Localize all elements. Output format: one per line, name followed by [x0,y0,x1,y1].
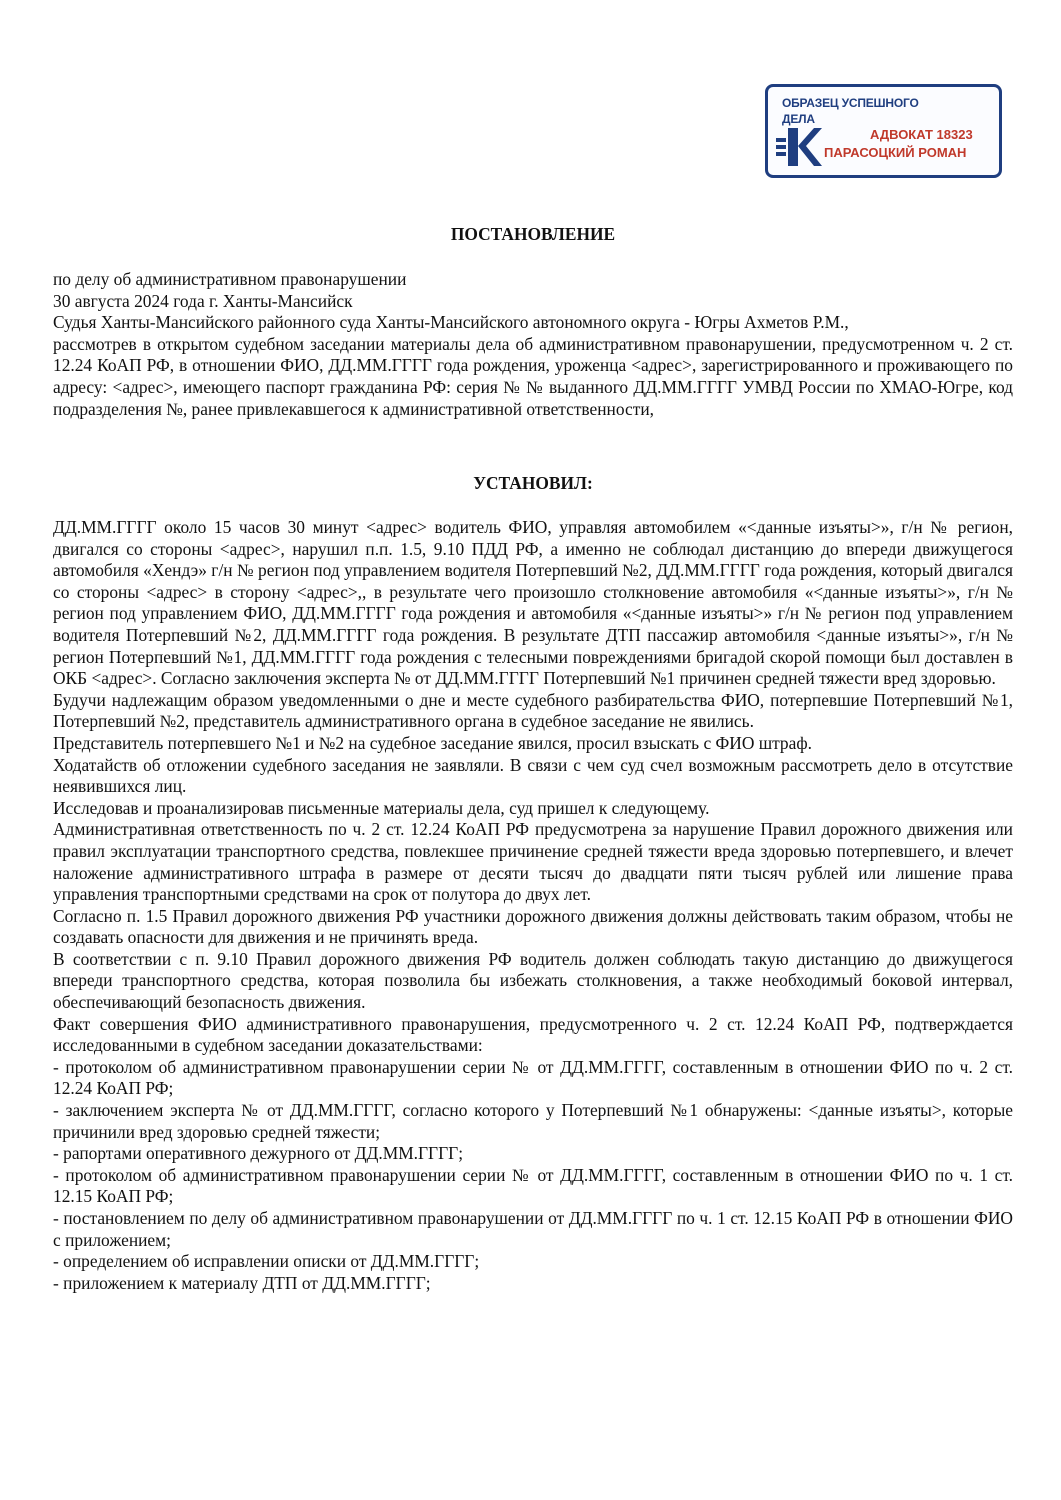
evidence-item: - протоколом об административном правонарушении серии № от ДД.ММ.ГГГГ, составленным в отношении ФИО по ч. 2 ст. 12.24 КоАП РФ; [53,1056,1013,1099]
intro-date-place: 30 августа 2024 года г. Ханты-Мансийск [53,290,353,311]
stamp-line-4: ПАРАСОЦКИЙ РОМАН [824,145,967,160]
evidence-item: - рапортами оперативного дежурного от ДД.ММ.ГГГГ; [53,1143,464,1164]
intro-case-line: по делу об административном правонарушении [53,269,407,289]
body-paragraph: Будучи надлежащим образом уведомленными о дне и месте судебного разбирательства ФИО, потерпевшие Потерпевший №1, Потерпевший №2, представитель административного органа в судебное заседание не явились. [53,689,1013,732]
law-firm-logo-icon [776,126,822,168]
body-paragraph: Согласно п. 1.5 Правил дорожного движения РФ участники дорожного движения должны действовать таким образом, чтобы не создавать опасности для движения и не причинять вреда. [53,905,1013,948]
body-paragraph: Представитель потерпевшего №1 и №2 на судебное заседание явился, просил взыскать с ФИО штраф. [53,732,812,753]
body-paragraph: В соответствии с п. 9.10 Правил дорожного движения РФ водитель должен соблюдать такую дистанцию до движущегося впереди транспортного средства, которая позволила бы избежать столкновения, а также необходимый боковой интервал, обеспечивающий безопасность движения. [53,948,1013,1013]
intro-judge: Судья Ханты-Мансийского районного суда Ханты-Мансийского автономного округа - Югры Ахметов Р.М., [53,312,849,333]
stamp-line-1: ОБРАЗЕЦ УСПЕШНОГО [782,96,919,110]
evidence-item: - определением об исправлении описки от ДД.ММ.ГГГГ; [53,1251,480,1272]
body-paragraph: Административная ответственность по ч. 2 ст. 12.24 КоАП РФ предусмотрена за нарушение Правил дорожного движения или правил эксплуатации транспортного средства, повлекшее причинение средней тяжести вреда здоровью потерпевшего, и влечет наложение административного штрафа в размере от десяти тысяч до двадцати пяти тысяч рублей или лишение права управления транспортными средствами на срок от полутора до двух лет. [53,819,1013,905]
body-paragraph: Исследовав и проанализировав письменные материалы дела, суд пришел к следующему. [53,797,710,818]
evidence-item: - заключением эксперта № от ДД.ММ.ГГГГ, согласно которого у Потерпевший №1 обнаружены: <данные изъяты>, которые причинили вред здоровью средней тяжести; [53,1100,1013,1142]
document-title: ПОСТАНОВЛЕНИЕ [450,224,616,244]
evidence-item: - постановлением по делу об административном правонарушении от ДД.ММ.ГГГГ по ч. 1 ст. 12.15 КоАП РФ в отношении ФИО с приложением; [53,1208,1013,1250]
evidence-item: - протоколом об административном правонарушении серии № от ДД.ММ.ГГГГ, составленным в отношении ФИО по ч. 1 ст. 12.15 КоАП РФ; [53,1164,1013,1207]
intro-paragraph: рассмотрев в открытом судебном заседании материалы дела об административном правонарушении, предусмотренном ч. 2 ст. 12.24 КоАП РФ, в отношении ФИО, ДД.ММ.ГГГГ года рождения, уроженца <адрес>, зарегистрированного и проживающего по адресу: <адрес>, имеющего паспорт гражданина РФ: серия № № выданного ДД.ММ.ГГГГ УМВД России по ХМАО-Югре, код подразделения №, ранее привлекавшегося к административной ответственности, [53,333,1013,419]
body-paragraph: Ходатайств об отложении судебного заседания не заявляли. В связи с чем суд счел возможным рассмотреть дело в отсутствие неявившихся лиц. [53,754,1013,797]
stamp-line-3: АДВОКАТ 18323 [870,127,973,142]
body-block [53,517,1013,1294]
lawyer-stamp [765,84,1002,178]
evidence-item: - приложением к материалу ДТП от ДД.ММ.ГГГГ; [53,1272,431,1293]
stamp-line-2: ДЕЛА [782,112,815,126]
intro-block [53,269,1013,420]
body-paragraph: Факт совершения ФИО административного правонарушения, предусмотренного ч. 2 ст. 12.24 КоАП РФ, подтверждается исследованными в судебном заседании доказательствами: [53,1013,1013,1056]
established-heading: УСТАНОВИЛ: [473,473,593,493]
body-paragraph: ДД.ММ.ГГГГ около 15 часов 30 минут <адрес> водитель ФИО, управляя автомобилем «<данные изъяты>», г/н № регион, двигался со стороны <адрес>, нарушил п.п. 1.5, 9.10 ПДД РФ, а именно не соблюдал дистанцию до впереди движущегося автомобиля «Хендэ» г/н № регион под управлением водителя Потерпевший №2, ДД.ММ.ГГГГ года рождения, который двигался со стороны <адрес> в сторону <адрес>,, в результате чего произошло столкновение автомобиля «<данные изъяты>», г/н № регион под управлением ФИО, ДД.ММ.ГГГГ года рождения и автомобиля «<данные изъяты>» г/н № регион под управлением водителя Потерпевший №2, ДД.ММ.ГГГГ года рождения. В результате ДТП пассажир автомобиля <данные изъяты>», г/н № регион Потерпевший №1, ДД.ММ.ГГГГ года рождения с телесными повреждениями бригадой скорой помощи был доставлен в ОКБ <адрес>. Согласно заключения эксперта № от ДД.ММ.ГГГГ Потерпевший №1 причинен средней тяжести вред здоровью. [53,517,1013,689]
